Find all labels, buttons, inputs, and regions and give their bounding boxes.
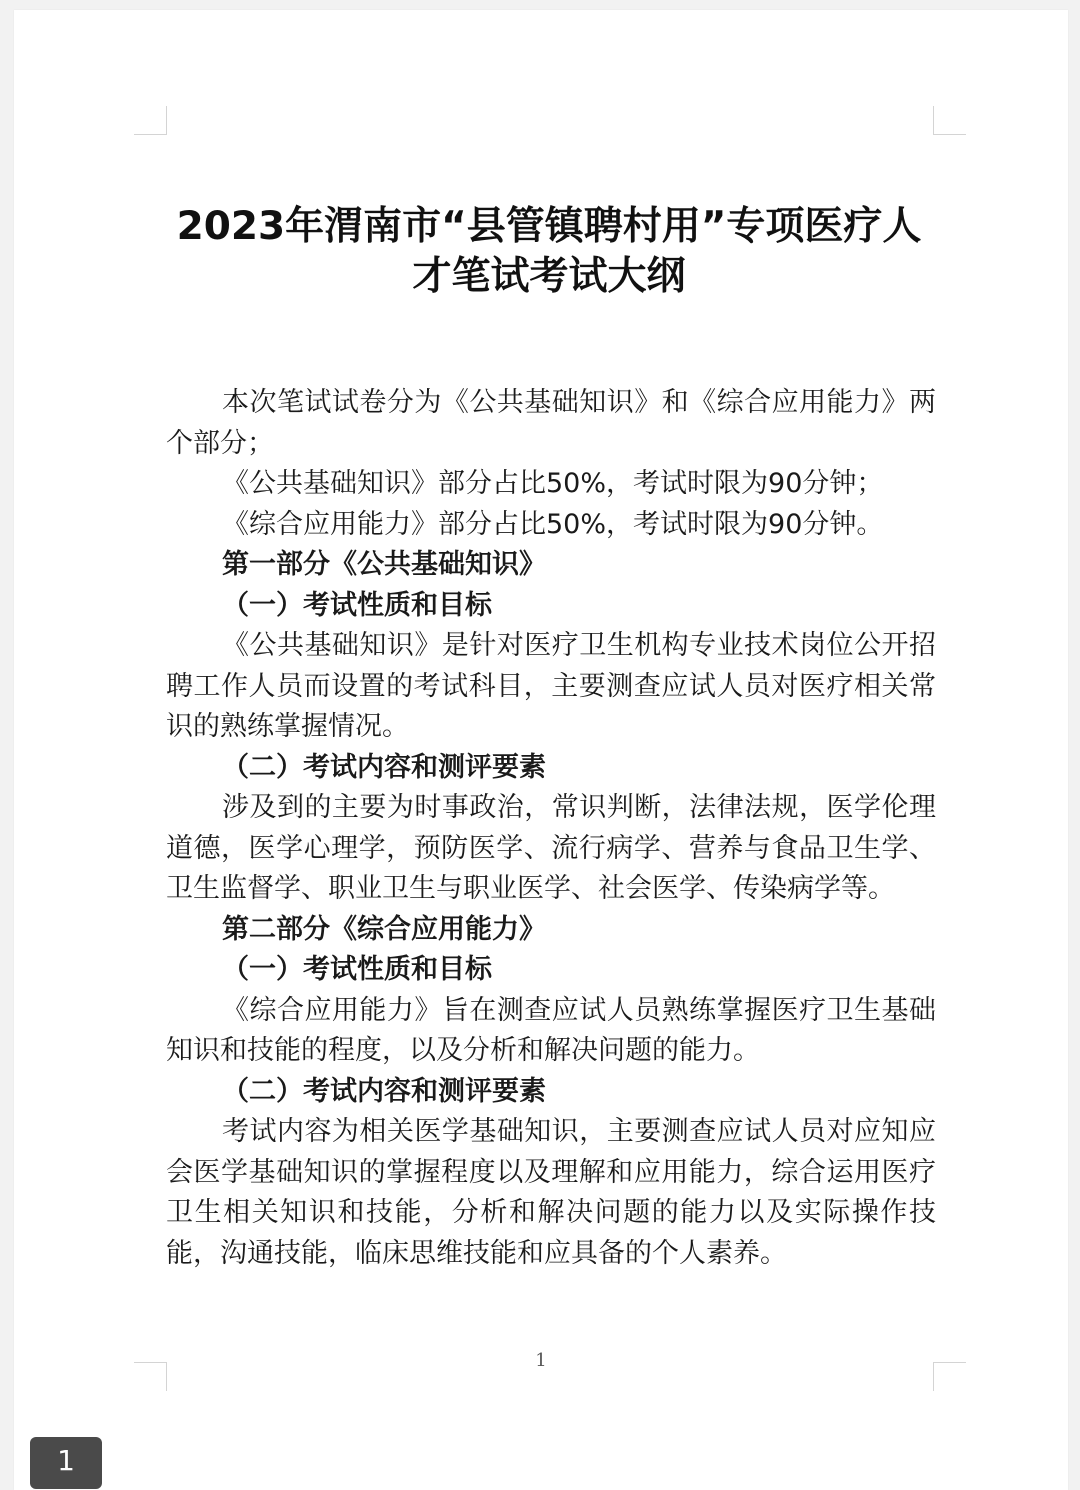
- paragraph-text: 《综合应用能力》旨在测查应试人员熟练掌握医疗卫生基础知识和技能的程度，以及分析和解决问题的能力。: [166, 994, 936, 1066]
- paragraph-public-ratio: 《公共基础知识》部分占比50%，考试时限为90分钟；: [222, 468, 884, 499]
- subsection-heading: （二）考试内容和测评要素: [222, 751, 546, 783]
- document-title: 2023年渭南市“县管镇聘村用”专项医疗人才笔试考试大纲: [176, 204, 922, 299]
- crop-mark-top-right: [933, 106, 966, 135]
- section-heading-part-one: 第一部分《公共基础知识》: [222, 549, 546, 580]
- paragraph-text: 考试内容为相关医学基础知识，主要测查应试人员对应知应会医学基础知识的掌握程度以及理解和应用能力，综合运用医疗卫生相关知识和技能，分析和解决问题的能力以及实际操作技能，沟通技能，临床思维技能和应具备的个人素养。: [166, 1116, 936, 1269]
- page-indicator-badge[interactable]: 1: [30, 1437, 102, 1489]
- section-heading-part-two: 第二部分《综合应用能力》: [222, 913, 546, 945]
- crop-mark-top-left: [134, 106, 167, 135]
- document-body: [166, 383, 936, 1274]
- paragraph-text: 《公共基础知识》是针对医疗卫生机构专业技术岗位公开招聘工作人员而设置的考试科目，主要测查应试人员对医疗相关常识的熟练掌握情况。: [166, 630, 936, 742]
- paragraph-intro: 本次笔试试卷分为《公共基础知识》和《综合应用能力》两个部分；: [166, 387, 936, 459]
- subsection-heading: （一）考试性质和目标: [222, 954, 492, 985]
- paragraph-applied-ratio: 《综合应用能力》部分占比50%，考试时限为90分钟。: [222, 508, 884, 540]
- subsection-heading: （一）考试性质和目标: [222, 589, 492, 621]
- page-number: 1: [535, 1350, 547, 1371]
- document-page: [14, 10, 1068, 1490]
- paragraph-text: 涉及到的主要为时事政治，常识判断，法律法规，医学伦理道德，医学心理学，预防医学、流行病学、营养与食品卫生学、卫生监督学、职业卫生与职业医学、社会医学、传染病学等。: [166, 792, 936, 904]
- subsection-heading: （二）考试内容和测评要素: [222, 1075, 546, 1107]
